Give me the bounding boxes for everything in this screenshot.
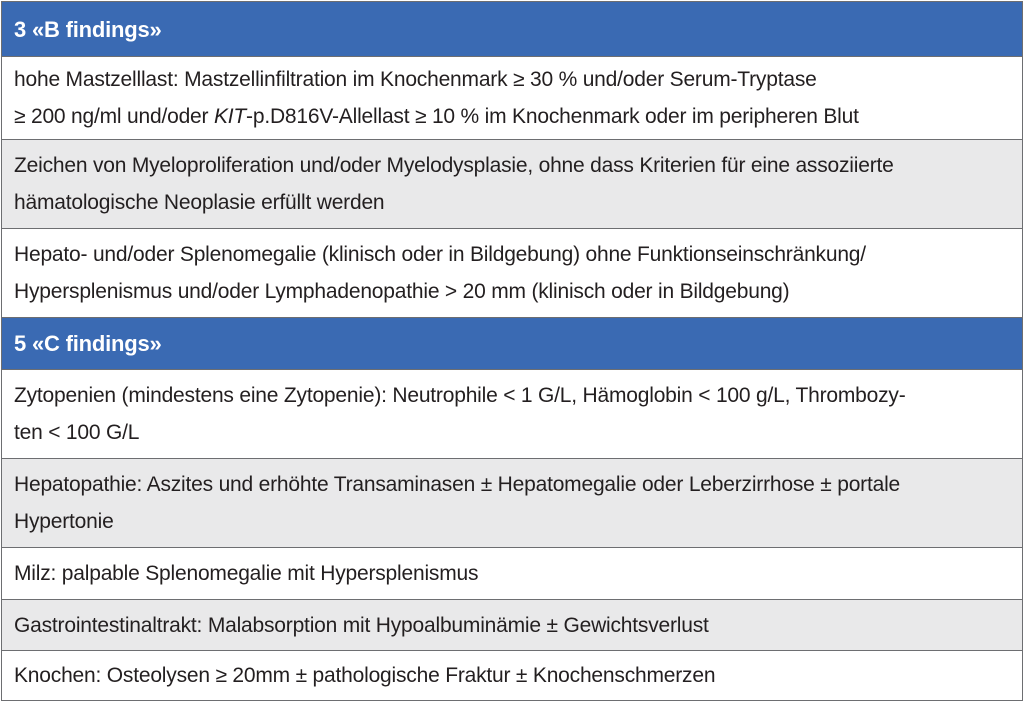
section-title: 5 «C findings» [14,331,162,356]
section-header-b-findings [2,2,1022,56]
table-row [2,599,1022,650]
table-row [2,139,1022,228]
row-text: hohe Mastzelllast: Mastzellinfiltration im Knochenmark ≥ 30 % und/oder Serum-Tryptase ≥ 200 ng/ml und/oder KIT-p.D816V-Allellast ≥ 10 % im Knochenmark oder im peripheren Blut [14,68,859,128]
table-row [2,547,1022,599]
row-text: Milz: palpable Splenomegalie mit Hypersplenismus [14,562,479,585]
section-title: 3 «B findings» [14,16,162,42]
row-text: Hepato- und/oder Splenomegalie (klinisch oder in Bildgebung) ohne Funktionseinschränkung/ Hypersplenismus und/oder Lymphadenopathie > 20 mm (klinisch oder in Bildgebung) [14,243,866,303]
section-header-c-findings [2,317,1022,369]
findings-table [1,1,1023,701]
row-text: Zytopenien (mindestens eine Zytopenie): Neutrophile < 1 G/L, Hämoglobin < 100 g/L, Thrombozy- ten < 100 G/L [14,384,906,444]
table-row [2,650,1022,700]
table-row [2,369,1022,458]
row-text: Zeichen von Myeloproliferation und/oder Myelodysplasie, ohne dass Kriterien für eine assoziierte hämatologische Neoplasie erfüllt werden [14,154,894,214]
row-text: Gastrointestinaltrakt: Malabsorption mit Hypoalbuminämie ± Gewichtsverlust [14,613,709,637]
table-row [2,228,1022,317]
table-row [2,458,1022,547]
row-text: Hepatopathie: Aszites und erhöhte Transaminasen ± Hepatomegalie oder Leberzirrhose ± portale Hypertonie [14,473,901,533]
row-text: Knochen: Osteolysen ≥ 20mm ± pathologische Fraktur ± Knochenschmerzen [14,664,716,687]
kit-gene-term: KIT [213,105,247,128]
table-row [2,56,1022,139]
